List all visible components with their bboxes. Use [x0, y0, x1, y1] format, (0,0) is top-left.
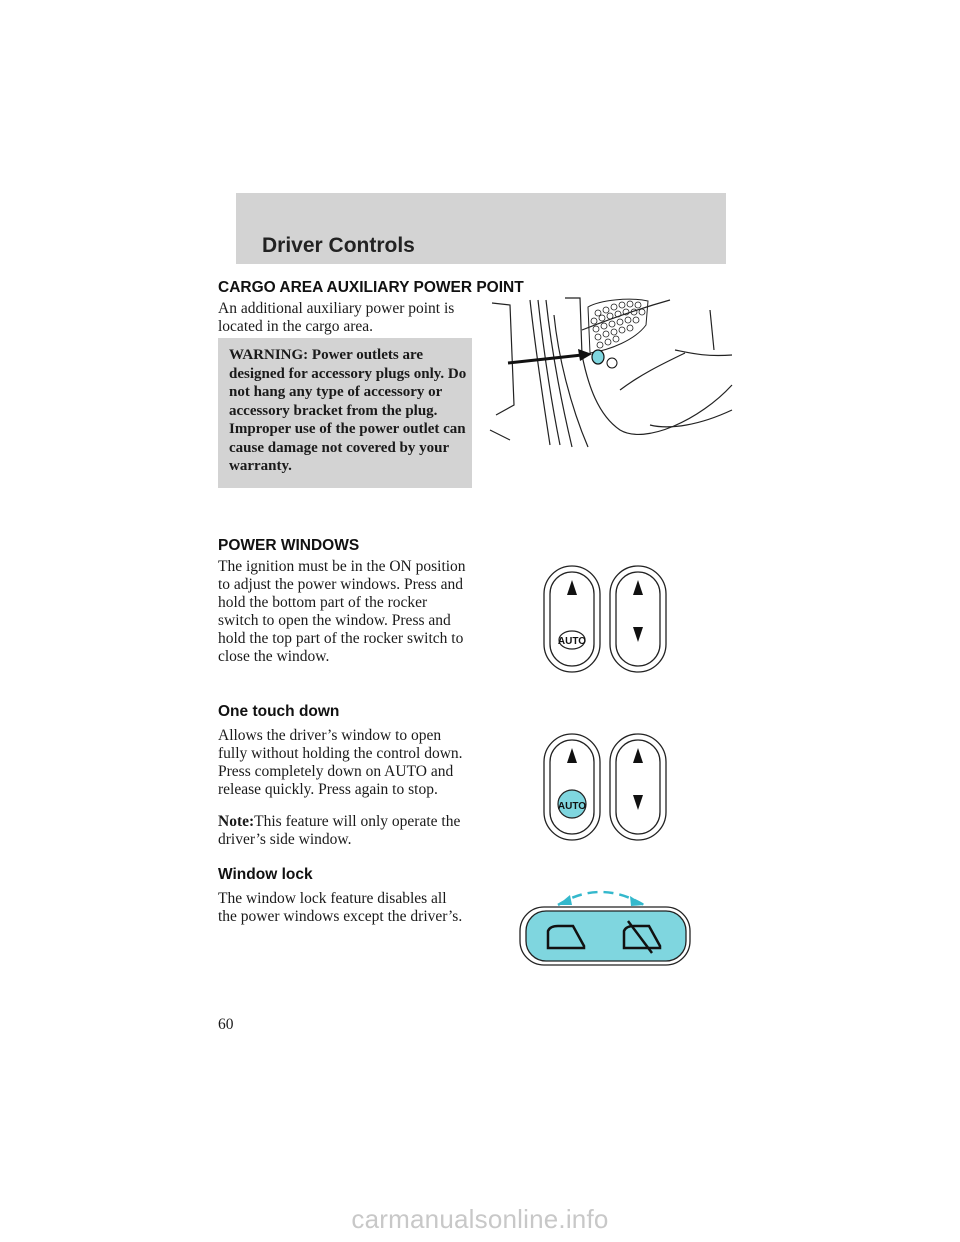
- window-lock-illustration: [518, 885, 694, 967]
- cargo-heading: CARGO AREA AUXILIARY POWER POINT: [218, 279, 524, 296]
- warning-text: WARNING: Power outlets are designed for accessory plugs only. Do not hang any type of accessory or accessory bracket from the plug. Improper use of the power outlet can cause damage not covered by your warranty.: [229, 347, 467, 474]
- power-windows-body: The ignition must be in the ON position to adjust the power windows. Press and hold the bottom part of the rocker switch to open the window. Press and hold the top part of the rocker switch to close the window.: [218, 558, 466, 665]
- window-lock-heading: Window lock: [218, 866, 313, 883]
- grille-icon: [588, 299, 648, 353]
- window-lock-switch[interactable]: [526, 911, 686, 961]
- up-arrow-icon: [633, 748, 643, 763]
- note-text: This feature will only operate the driver’s side window.: [218, 813, 461, 848]
- window-lock-body: The window lock feature disables all the power windows except the driver’s.: [218, 890, 463, 925]
- up-arrow-icon: [633, 580, 643, 595]
- auto-label: AUTO: [557, 636, 587, 647]
- one-touch-note: [218, 813, 468, 849]
- arc-arrow-left-icon: [558, 895, 572, 905]
- window-switches-illustration: [540, 563, 670, 675]
- note-label: Note:: [218, 813, 255, 830]
- auto-label: AUTO: [557, 801, 587, 812]
- one-touch-heading: One touch down: [218, 703, 340, 720]
- up-arrow-icon: [567, 580, 577, 595]
- arc-arrow-right-icon: [630, 896, 644, 906]
- section-title: Driver Controls: [262, 234, 415, 257]
- down-arrow-icon: [633, 795, 643, 810]
- down-arrow-icon: [633, 627, 643, 642]
- trim-panel-edge: [492, 303, 514, 415]
- outlet-cap-icon: [607, 358, 617, 368]
- watermark: carmanualsonline.info: [351, 1204, 609, 1234]
- power-windows-heading: POWER WINDOWS: [218, 537, 360, 554]
- one-touch-switches-illustration: [540, 731, 670, 843]
- power-outlet-icon: [592, 350, 604, 364]
- page-number: 60: [218, 1016, 234, 1033]
- cargo-power-point-illustration: [470, 295, 740, 455]
- up-arrow-icon: [567, 748, 577, 763]
- one-touch-body: Allows the driver’s window to open fully without holding the control down. Press completely down on AUTO and release quickly. Press again to stop.: [218, 727, 463, 798]
- cargo-body: An additional auxiliary power point is located in the cargo area.: [218, 300, 455, 335]
